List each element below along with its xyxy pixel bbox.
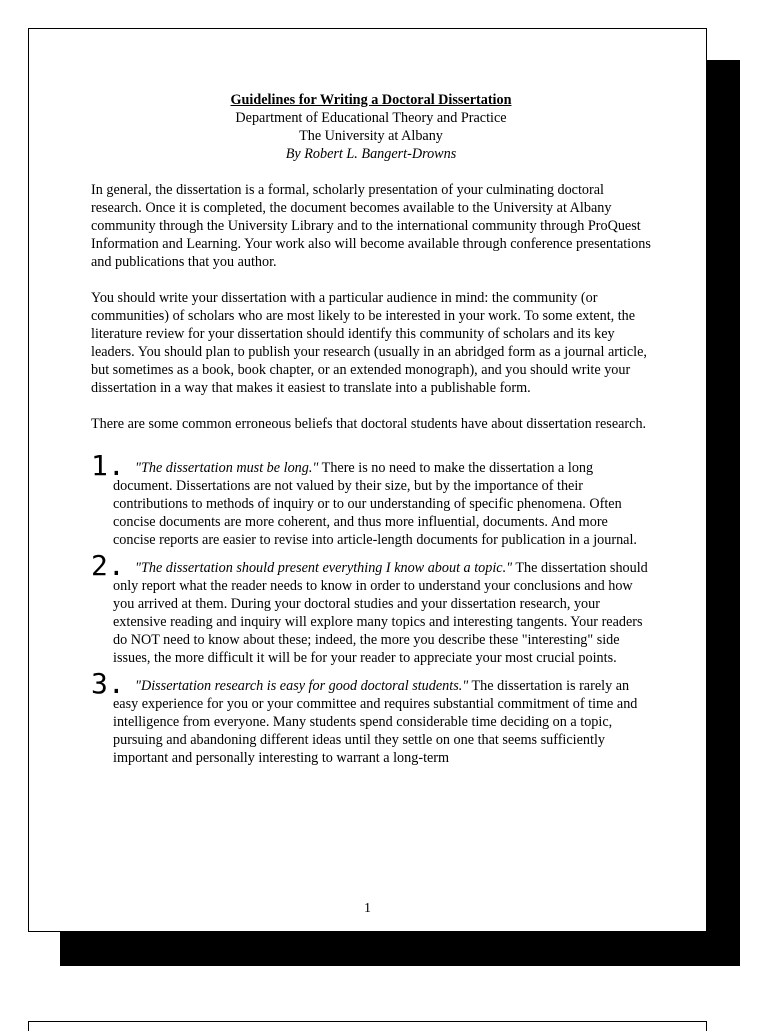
list-item-text bbox=[113, 677, 651, 767]
next-page-edge bbox=[28, 1021, 707, 1031]
document-page bbox=[28, 28, 707, 932]
list-item-body: The dissertation is rarely an easy experience for you or your committee and requires substantial commitment of time and intelligence from everyone. Many students spend considerable time deciding on a topic, pursuing and abandoning different ideas until they settle on one that seems sufficiently important and personally interesting to warrant a long-term bbox=[113, 678, 638, 766]
list-item-lead: "The dissertation must be long." bbox=[135, 460, 319, 476]
list-item-lead: "The dissertation should present everything I know about a topic." bbox=[135, 560, 513, 576]
title-block bbox=[91, 91, 651, 163]
document-title: Guidelines for Writing a Doctoral Dissertation bbox=[230, 92, 512, 108]
list-number: 2. bbox=[91, 549, 125, 582]
list-number: 1. bbox=[91, 449, 125, 482]
department-line: Department of Educational Theory and Practice bbox=[235, 110, 507, 126]
paragraph-beliefs: There are some common erroneous beliefs that doctoral students have about dissertation research. bbox=[91, 416, 647, 432]
list-item-body: The dissertation should only report what the reader needs to know in order to understand your conclusions and how you arrived at them. During your doctoral studies and your dissertation research, your extensive reading and inquiry will explore many topics and interesting tangents. Your readers do NOT need to know about these; indeed, the more you describe these "interesting" side issues, the more difficult it will be for your reader to appreciate your most crucial points. bbox=[113, 560, 648, 666]
list-item bbox=[91, 549, 651, 667]
paragraph-audience: You should write your dissertation with a particular audience in mind: the community (or communities) of scholars who are most likely to be interested in your work. To some extent, the literature review for your dissertation should identify this community of scholars and its key leaders. You should plan to publish your research (usually in an abridged form as a journal article, but sometimes as a book, book chapter, or an extended monograph), and you should write your dissertation in a way that makes it easiest to translate into a publishable form. bbox=[91, 290, 647, 396]
list-number: 3. bbox=[91, 667, 125, 700]
page-number: 1 bbox=[364, 901, 371, 916]
paragraph-intro: In general, the dissertation is a formal, scholarly presentation of your culminating doctoral research. Once it is completed, the document becomes available to the University at Albany community through the University Library and to the international community through ProQuest Information and Learning. Your work also will become available through conference presentations and publications that you author. bbox=[91, 182, 651, 270]
list-item-text bbox=[113, 559, 651, 667]
page-content bbox=[91, 91, 651, 771]
list-item-body: There is no need to make the dissertation a long document. Dissertations are not valued by their size, but by the importance of their contributions to methods of inquiry or to our understanding of specific phenomena. Often concise documents are more coherent, and thus more influential, documents. And more concise reports are easier to revise into article-length documents for publication in a journal. bbox=[113, 460, 637, 548]
list-item-lead: "Dissertation research is easy for good doctoral students." bbox=[135, 678, 469, 694]
university-line: The University at Albany bbox=[299, 128, 443, 144]
list-item bbox=[91, 449, 651, 549]
list-item-text bbox=[113, 459, 651, 549]
author-line: By Robert L. Bangert-Drowns bbox=[285, 146, 457, 162]
list-item bbox=[91, 667, 651, 767]
